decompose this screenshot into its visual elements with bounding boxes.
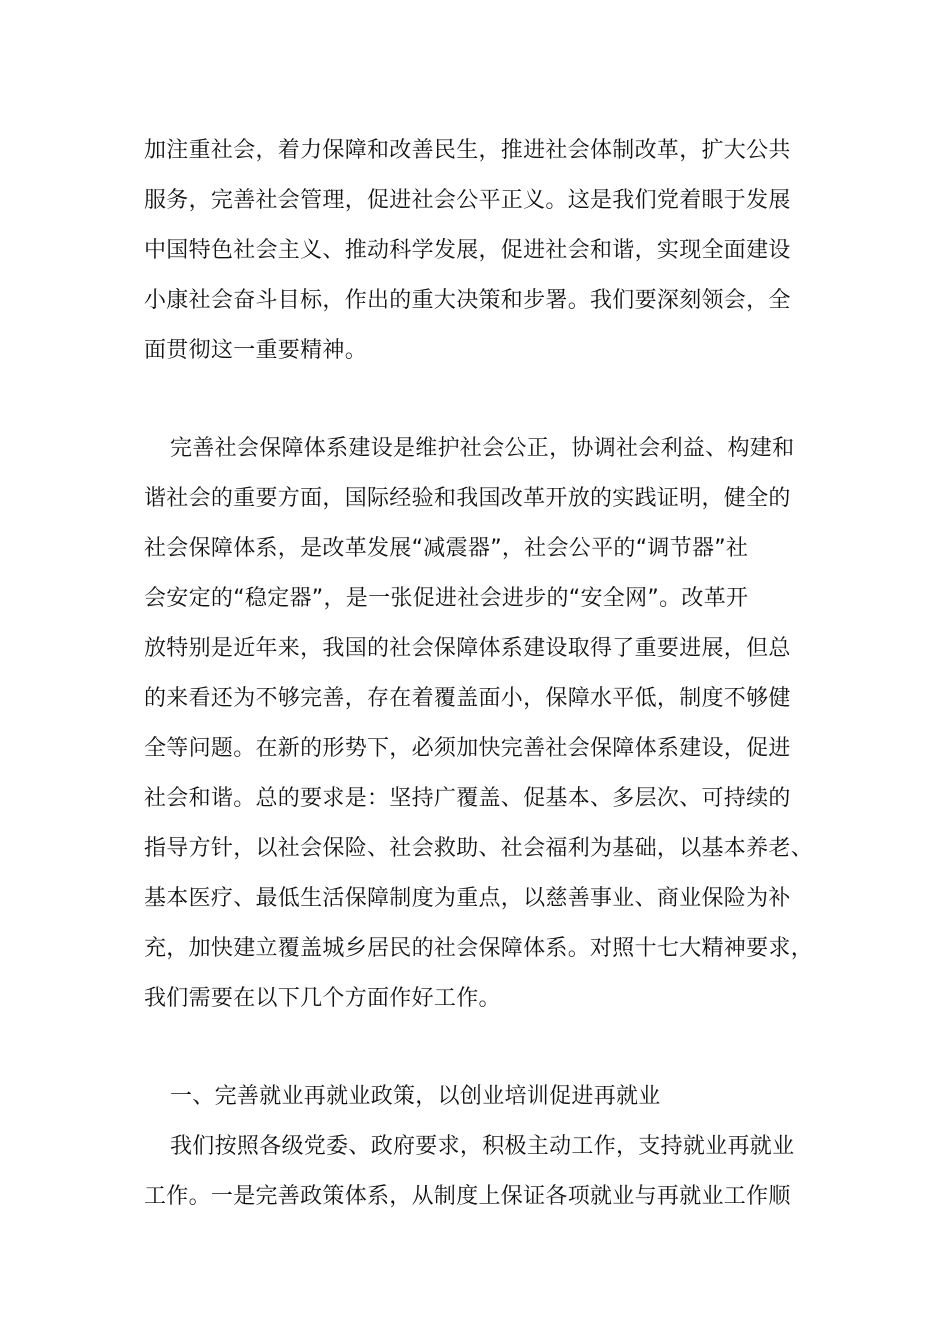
paragraph-first-line: 完善社会保障体系建设是维护社会公正，协调社会利益、构建和: [170, 436, 795, 461]
text-line: 的来看还为不够完善，存在着覆盖面小，保障水平低，制度不够健: [144, 686, 791, 711]
text-line: 会安定的“稳定器”，是一张促进社会进步的“安全网”。改革开: [144, 586, 749, 611]
text-line: 面贯彻这一重要精神。: [144, 338, 368, 363]
paragraph-first-line: 我们按照各级党委、政府要求，积极主动工作，支持就业再就业: [170, 1134, 795, 1159]
text-line: 充，加快建立覆盖城乡居民的社会保障体系。对照十七大精神要求，: [144, 936, 814, 961]
text-line: 中国特色社会主义、推动科学发展，促进社会和谐，实现全面建设: [144, 238, 791, 263]
text-line: 全等问题。在新的形势下，必须加快完善社会保障体系建设，促进: [144, 736, 791, 761]
text-line: 加注重社会，着力保障和改善民生，推进社会体制改革，扩大公共: [144, 138, 791, 163]
text-line: 我们需要在以下几个方面作好工作。: [144, 986, 501, 1011]
text-line: 社会和谐。总的要求是：坚持广覆盖、促基本、多层次、可持续的: [144, 786, 791, 811]
text-line: 工作。一是完善政策体系，从制度上保证各项就业与再就业工作顺: [144, 1184, 791, 1209]
text-line: 社会保障体系，是改革发展“减震器”，社会公平的“调节器”社: [144, 536, 749, 561]
text-line: 放特别是近年来，我国的社会保障体系建设取得了重要进展，但总: [144, 636, 791, 661]
text-line: 指导方针，以社会保险、社会救助、社会福利为基础，以基本养老、: [144, 836, 814, 861]
text-line: 服务，完善社会管理，促进社会公平正义。这是我们党着眼于发展: [144, 188, 791, 213]
text-line: 小康社会奋斗目标，作出的重大决策和步署。我们要深刻领会，全: [144, 288, 791, 313]
section-heading: 一、完善就业再就业政策，以创业培训促进再就业: [170, 1084, 661, 1109]
text-line: 基本医疗、最低生活保障制度为重点，以慈善事业、商业保险为补: [144, 886, 791, 911]
text-line: 谐社会的重要方面，国际经验和我国改革开放的实践证明，健全的: [144, 486, 791, 511]
